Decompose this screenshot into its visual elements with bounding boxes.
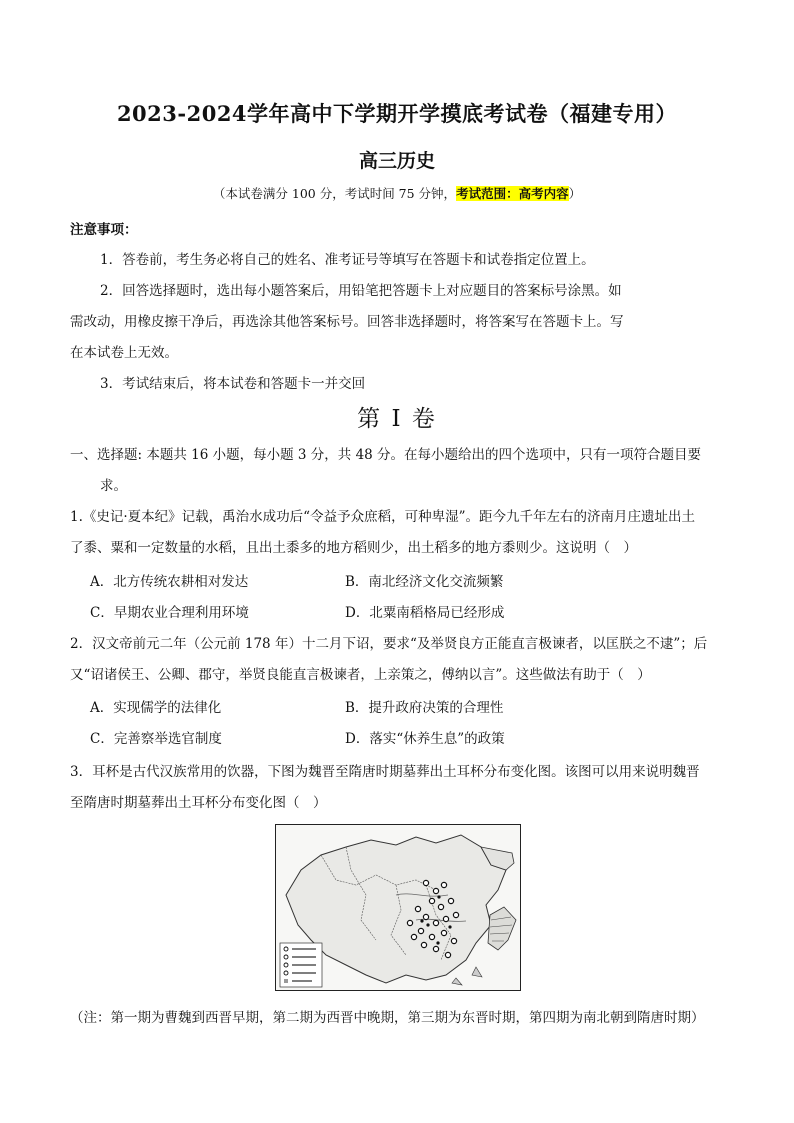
map-drawing [276,825,520,990]
q2-option-d: D．落实“休养生息”的政策 [345,731,505,747]
q2-stem-line-2: 又“诏诸侯王、公卿、郡守，举贤良能直言极谏者，上亲策之，傅纳以言”。这些做法有助于（ ） [70,667,651,683]
info-highlight: 考试范围：高考内容 [456,186,569,201]
exam-subtitle: 高三历史 [358,150,435,172]
q1-option-b: B．南北经济文化交流频繁 [345,574,504,590]
q3-stem-line-1: 3．耳杯是古代汉族常用的饮器，下图为魏晋至隋唐时期墓葬出土耳杯分布变化图。该图可以用来说明魏晋 [70,764,700,780]
exam-title: 2023-2024学年高中下学期开学摸底考试卷（福建专用） [116,101,678,126]
section-intro-line-2: 求。 [100,478,127,494]
q1-stem-line-2: 了黍、粟和一定数量的水稻，且出土黍多的地方稻则少，出土稻多的地方黍则少。这说明（ ） [70,540,637,556]
ear-cup-distribution-map [275,824,521,991]
q1-stem-line-1: 1.《史记·夏本纪》记载，禹治水成功后“令益予众庶稻，可种卑湿”。距今九千年左右的济南月庄遗址出土 [70,509,695,525]
section-title: 第 I 卷 [357,406,437,432]
q2-option-c: C．完善察举选官制度 [90,731,222,747]
notice-heading: 注意事项： [70,222,138,238]
q3-map-note: （注：第一期为曹魏到西晋早期，第二期为西晋中晚期，第三期为东晋时期，第四期为南北朝到隋唐时期） [70,1010,705,1026]
notice-item-1: 1．答卷前，考生务必将自己的姓名、准考证号等填写在答题卡和试卷指定位置上。 [100,252,595,268]
q3-stem-line-2: 至隋唐时期墓葬出土耳杯分布变化图（ ） [70,795,327,811]
info-suffix: ） [568,186,582,201]
section-intro-line-1: 一、选择题: 本题共 16 小题，每小题 3 分，共 48 分。在每小题给出的四个选项中，只有一项符合题目要 [70,447,702,463]
notice-item-2-line-2: 需改动，用橡皮擦干净后，再选涂其他答案标号。回答非选择题时，将答案写在答题卡上。写 [70,314,624,330]
q1-option-d: D．北粟南稻格局已经形成 [345,605,505,621]
q2-option-a: A．实现儒学的法律化 [90,700,222,716]
exam-info [0,184,794,202]
notice-item-2-line-3: 在本试卷上无效。 [70,345,178,361]
q1-option-c: C．早期农业合理利用环境 [90,605,249,621]
notice-item-3: 3．考试结束后，将本试卷和答题卡一并交回 [100,376,366,392]
q2-stem-line-1: 2．汉文帝前元二年（公元前 178 年）十二月下诏，要求“及举贤良方正能直言极谏者，以匡朕之不逮”；后 [70,636,708,652]
notice-item-2-line-1: 2．回答选择题时，选出每小题答案后，用铅笔把答题卡上对应题目的答案标号涂黑。如 [100,283,622,299]
info-prefix: （本试卷满分 100 分，考试时间 75 分钟， [212,186,457,201]
q2-option-b: B．提升政府决策的合理性 [345,700,504,716]
q1-option-a: A．北方传统农耕相对发达 [90,574,249,590]
